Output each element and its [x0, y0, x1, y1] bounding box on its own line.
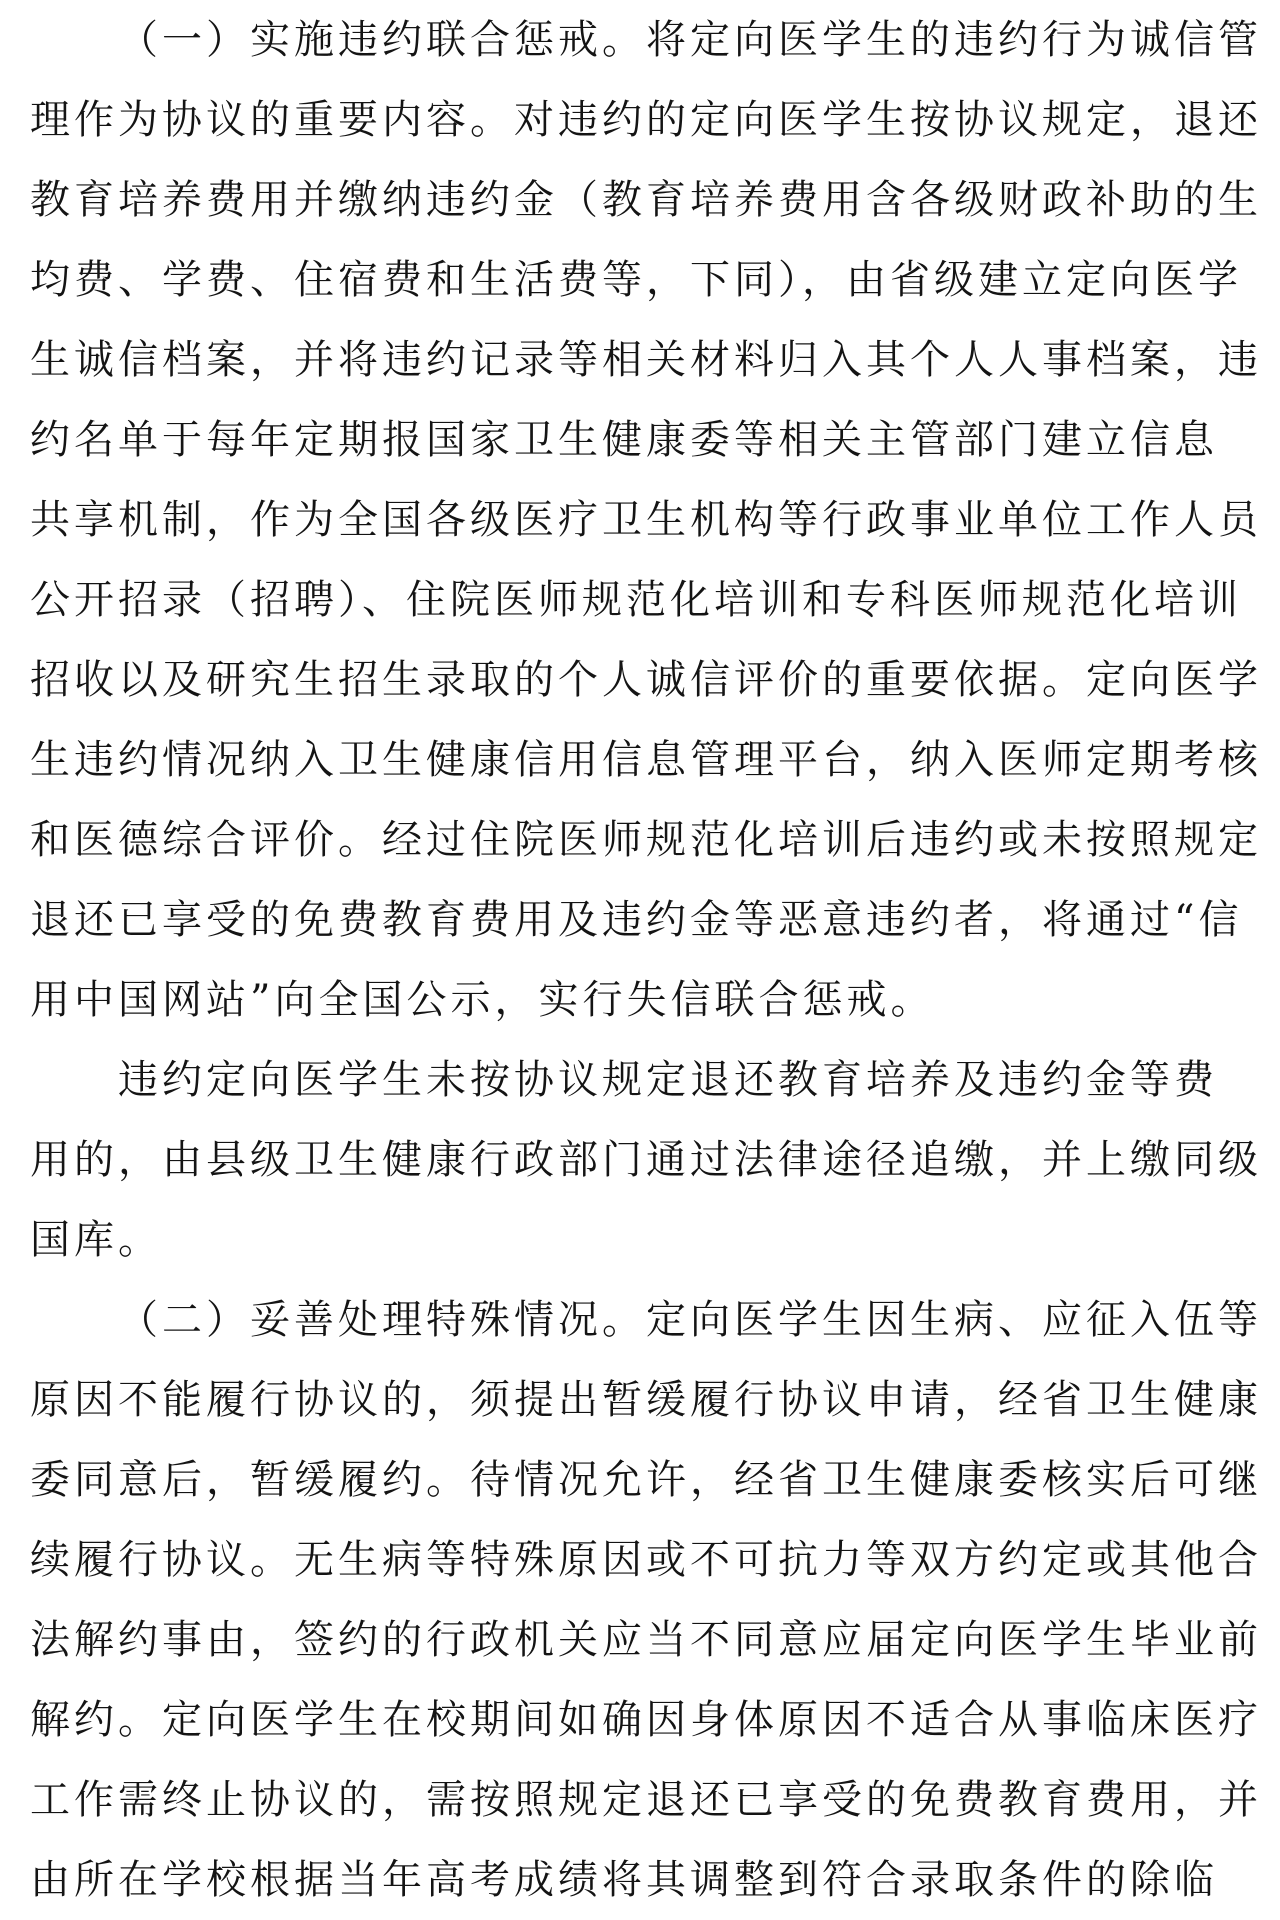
text-line: 解约。定向医学生在校期间如确因身体原因不适合从事临床医疗	[30, 1697, 1262, 1743]
text-line: 和医德综合评价。经过住院医师规范化培训后违约或未按照规定	[30, 817, 1262, 863]
text-line: 工作需终止协议的，需按照规定退还已享受的免费教育费用，并	[30, 1777, 1262, 1823]
text-line: 法解约事由，签约的行政机关应当不同意应届定向医学生毕业前	[30, 1617, 1262, 1663]
text-line: 生违约情况纳入卫生健康信用信息管理平台，纳入医师定期考核	[30, 737, 1262, 783]
text-line: 用的，由县级卫生健康行政部门通过法律途径追缴，并上缴同级	[30, 1137, 1262, 1183]
text-line: （二）妥善处理特殊情况。定向医学生因生病、应征入伍等	[118, 1297, 1262, 1343]
text-line: 续履行协议。无生病等特殊原因或不可抗力等双方约定或其他合	[30, 1537, 1262, 1583]
text-line: 委同意后，暂缓履约。待情况允许，经省卫生健康委核实后可继	[30, 1457, 1262, 1503]
text-line: 退还已享受的免费教育费用及违约金等恶意违约者，将通过“信	[30, 897, 1243, 943]
text-line: 国库。	[30, 1217, 162, 1263]
text-line: 公开招录（招聘）、住院医师规范化培训和专科医师规范化培训	[30, 577, 1242, 623]
text-line: 招收以及研究生招生录取的个人诚信评价的重要依据。定向医学	[30, 657, 1262, 703]
text-line: 教育培养费用并缴纳违约金（教育培养费用含各级财政补助的生	[30, 177, 1262, 223]
text-line: 生诚信档案，并将违约记录等相关材料归入其个人人事档案，违	[30, 337, 1262, 383]
text-line: 用中国网站”向全国公示，实行失信联合惩戒。	[30, 977, 935, 1023]
text-line: 理作为协议的重要内容。对违约的定向医学生按协议规定，退还	[30, 97, 1262, 143]
text-line: 违约定向医学生未按协议规定退还教育培养及违约金等费	[118, 1057, 1218, 1103]
text-line: （一）实施违约联合惩戒。将定向医学生的违约行为诚信管	[118, 17, 1262, 63]
text-line: 均费、学费、住宿费和生活费等，下同），由省级建立定向医学	[30, 257, 1242, 303]
text-line: 共享机制，作为全国各级医疗卫生机构等行政事业单位工作人员	[30, 497, 1262, 543]
text-line: 由所在学校根据当年高考成绩将其调整到符合录取条件的除临	[30, 1857, 1218, 1903]
text-line: 约名单于每年定期报国家卫生健康委等相关主管部门建立信息	[30, 417, 1218, 463]
text-line: 原因不能履行协议的，须提出暂缓履行协议申请，经省卫生健康	[30, 1377, 1262, 1423]
